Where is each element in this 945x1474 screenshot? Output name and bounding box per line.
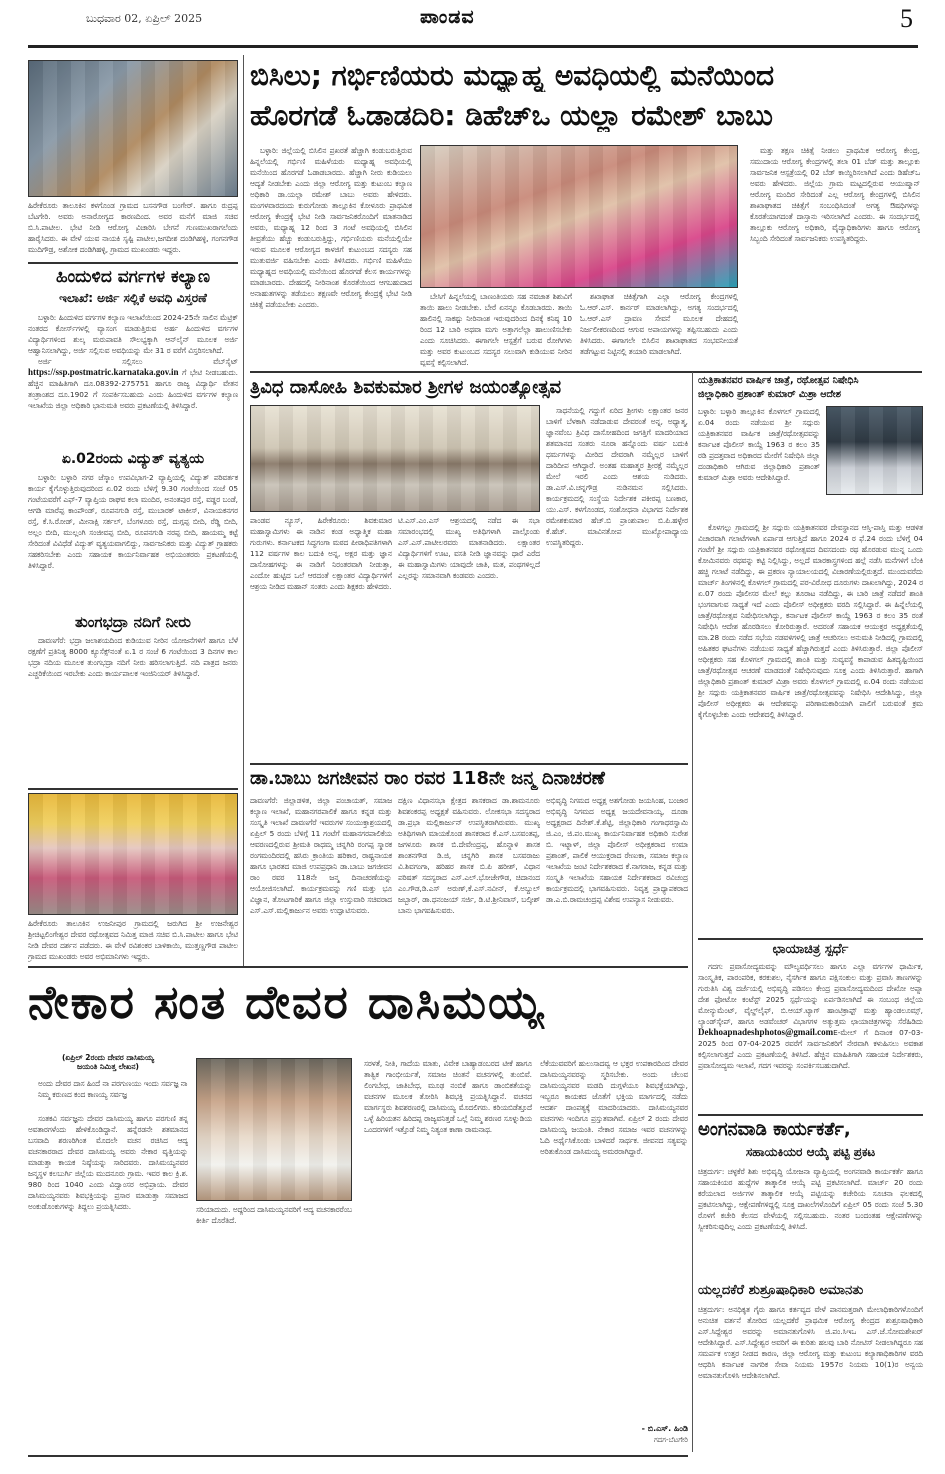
kicker-dasimayya	[28, 1054, 188, 1071]
headline-nurse-suspended: ಯಲ್ಲದಕೆರೆ ಶುಶ್ರೂಷಾಧಿಕಾರಿ ಅಮಾನತು	[698, 1284, 864, 1298]
article-paragraph: ಸರಿಯಾದುದು. ಅದ್ದರಿಂದ ದಾಸಿಮಯ್ಯನವರಿಗೆ ಆದ್ಯ ವಚನಕಾರರೆಂಬ ಕೀರ್ತಿ ದೊರೆತಿದೆ.	[196, 1205, 352, 1225]
article-jayanti-col2	[398, 515, 540, 760]
article-jatre-lead	[698, 406, 820, 520]
subheadline-backward-classes: ಇಲಾಖೆ: ಅರ್ಜಿ ಸಲ್ಲಿಕೆ ಅವಧಿ ವಿಸ್ತರಣೆ	[59, 291, 207, 305]
photo-jayanti-gathering	[250, 405, 540, 512]
headline-shivakumara-jayanti: ತ್ರಿವಿಧ ದಾಸೋಹಿ ಶಿವಕುಮಾರ ಶ್ರೀಗಳ ಜಯಂತ್ಯೋತ್ಸವ	[250, 378, 562, 398]
article-photo-contest	[698, 961, 923, 1111]
article-paragraph: ಬಳ್ಳಾರಿ: ಹಿಂದುಳಿದ ವರ್ಗಗಳ ಕಲ್ಯಾಣ ಇಲಾಖೆಯಿಂದ 2024-25ನೇ ಸಾಲಿನ ಮೆಟ್ರಿಕ್ ನಂತರದ ಕೋರ್ಸ್‌ಗಳಲ್ಲಿ ವ್ಯಾಸಂಗ ಮಾಡುತ್ತಿರುವ ಅರ್ಹ ಹಿಂದುಳಿದ ವರ್ಗಗಳ ವಿದ್ಯಾರ್ಥಿಗಳಿಂದ ಶುಲ್ಕ ಮರುಪಾವತಿ ಸೌಲಭ್ಯಕ್ಕಾಗಿ ಆನ್‌ಲೈನ್ ಮೂಲಕ ಅರ್ಜಿ ಆಹ್ವಾನಿಸಲಾಗಿದ್ದು, ಅರ್ಜಿ ಸಲ್ಲಿಸುವ ಅವಧಿಯನ್ನು ಮೇ 31 ರ ವರೆಗೆ ವಿಸ್ತರಿಸಲಾಗಿದೆ.	[28, 313, 238, 355]
article-heat-col2	[420, 291, 572, 367]
author-name: - ಬಿ.ಎಸ್. ಹಿಂಡಿ	[641, 1424, 688, 1433]
headline-heat-pregnant: ಬಿಸಿಲು; ಗರ್ಭಿಣಿಯರು ಮಧ್ಯಾಹ್ನ ಅವಧಿಯಲ್ಲಿ ಮನೆಯಿಂದ	[250, 60, 775, 92]
photo-dasimayya-portrait	[196, 1058, 352, 1201]
headline-photo-contest: ಛಾಯಾಚಿತ್ರ ಸ್ಪರ್ಧೆ	[772, 942, 849, 957]
headline-tungabhadra: ತುಂಗಭದ್ರಾ ನದಿಗೆ ನೀರು	[75, 613, 191, 631]
divider	[28, 1455, 688, 1457]
article-paragraph	[698, 961, 923, 1071]
article-paragraph: ಕೊಳಗಲ್ಲು ಗ್ರಾಮದಲ್ಲಿ ಶ್ರೀ ಸದ್ಗುರು ಯತ್ರಿಕಾತನವರ ದೇವಸ್ಥಾನದ ಆಸ್ತಿ-ಪಾಸ್ತಿ ಮತ್ತು ಆಡಳಿತ ವಿಚಾರವಾಗಿ ಗಲಾಟೆಗಳಾಗಿ ಏರ್ಪಾಡ ಆಗುತ್ತಿದೆ ಹಾಗೂ 2024 ರ ಫೆ.24 ರಂದು ಬೆಳಿಗ್ಗೆ 04 ಗಂಟೆಗೆ ಶ್ರೀ ಸದ್ಗುರು ಯತ್ರಿಕಾತನವರ ರಥೋತ್ಸವದ ದಿವಸದಂದು ರಥ ಹೊರಡುವ ಮುನ್ನ ಒಂದು ಕೋಮಿನವರು ರಥವನ್ನು ಕಟ್ಟಿ ನಿಲ್ಲಿಸಿದ್ದು, ಅಲ್ಲದೆ ಮಾರಕಾಸ್ತ್ರಗಳಿಂದ ಹಲ್ಲೆ ನಡೆಸಿ ಮನೆಗಳಿಗೆ ಬೆಂಕಿ ಹಚ್ಚಿ ಗಲಾಟೆ ನಡೆದಿದ್ದು, ಈ ಪ್ರಕರಣ ನ್ಯಾಯಾಲಯದಲ್ಲಿ ವಿಚಾರಣೆಯಲ್ಲಿರುತ್ತದೆ. ಮುಂದುವರೆದು ಮಾರ್ಚ್ ತಿಂಗಳಿನಲ್ಲಿ ಕೊಳಗಲ್ ಗ್ರಾಮದಲ್ಲಿ ಪರ-ವಿರೋಧ ದೂರುಗಳು ದಾಖಲಾಗಿದ್ದು, 2024 ರ ಏ.07 ರಂದು ಪೊಲೀಸರ ಮೇಲೆ ಕಲ್ಲು ತೂರಾಟ ನಡೆದಿದ್ದು, ಈ ಬಾರಿ ಜಾತ್ರೆ ನಡೆದರೆ ಶಾಂತಿ ಭಂಗವಾಗುವ ಸಾಧ್ಯತೆ ಇದೆ ಎಂದು ಪೊಲೀಸ್ ಅಧೀಕ್ಷಕರು ವರದಿ ಸಲ್ಲಿಸಿದ್ದಾರೆ. ಈ ಹಿನ್ನೆಲೆಯಲ್ಲಿ ಜಾತ್ರೆ/ರಥೋತ್ಸವ ನಿಷೇಧಿಸಲಾಗಿದ್ದು, ಕರ್ನಾಟಕ ಪೊಲೀಸ್ ಕಾಯ್ದೆ 1963 ರ ಕಲಂ 35 ರಂತೆ ನಿಷೇಧಿಸಿ ಆದೇಶ ಹೊರಡಿಸಲು ಕೋರಿರುತ್ತಾರೆ. ಅದರಂತೆ ಸಹಾಯಕ ಆಯುಕ್ತರ ಅಧ್ಯಕ್ಷತೆಯಲ್ಲಿ ಮಾ.28 ರಂದು ನಡೆದ ಸಭೆಯ ನಡವಳಿಗಳಲ್ಲಿ ಜಾತ್ರೆ ಆಚರಿಸಲು ಅನುಮತಿ ನೀಡಿದಲ್ಲಿ ಗ್ರಾಮದಲ್ಲಿ ಅಹಿತಕರ ಘಟನೆಗಳು ನಡೆಯುವ ಸಾಧ್ಯತೆ ಹೆಚ್ಚಾಗಿರುತ್ತದೆ ಎಂದು ತಿಳಿಸಿರುತ್ತಾರೆ. ಜಿಲ್ಲಾ ಪೊಲೀಸ್ ಅಧೀಕ್ಷಕರು ಸಹ ಕೊಳಗಲ್ ಗ್ರಾಮದಲ್ಲಿ ಶಾಂತಿ ಮತ್ತು ಸುವ್ಯವಸ್ಥೆ ಕಾಪಾಡುವ ಹಿತದೃಷ್ಟಿಯಿಂದ ಜಾತ್ರೆ/ರಥೋತ್ಸವ ಆಚರಣೆ ಮಾಡದಂತೆ ನಿಷೇಧಿಸುವುದು ಸೂಕ್ತ ಎಂದು ತಿಳಿಸಿರುತ್ತಾರೆ. ಹಾಗಾಗಿ ಜಿಲ್ಲಾಧಿಕಾರಿ ಪ್ರಶಾಂತ್ ಕುಮಾರ್ ಮಿಶ್ರಾ ಅವರು ಕೊಳಗಲ್ ಗ್ರಾಮದಲ್ಲಿ ಏ.04 ರಂದು ನಡೆಯುವ ಶ್ರೀ ಸದ್ಗುರು ಯತ್ರಿಕಾತನವರ ವಾರ್ಷಿಕ ಜಾತ್ರೆ/ರಥೋತ್ಸವವನ್ನು ನಿಷೇಧಿಸಿ ಆದೇಶಿಸಿದ್ದು, ಜಿಲ್ಲಾ ಪೊಲೀಸ್ ಅಧೀಕ್ಷಕರು ಈ ಆದೇಶವನ್ನು ಪರಿಣಾಮಕಾರಿಯಾಗಿ ಪಾಲಿಗೆ ಬರುವಂತೆ ಕ್ರಮ ಕೈಗೊಳ್ಳಬೇಕು ಎಂದು ಆದೇಶದಲ್ಲಿ ತಿಳಿಸಿದ್ದಾರೆ.	[698, 523, 923, 719]
text: ಅರ್ಜಿ ಸಲ್ಲಿಸಲು ವೆಬ್‌ಸೈಟ್	[38, 357, 238, 366]
author-place: ಗದಗ-ಬೆಟಗೇರಿ	[653, 1436, 688, 1444]
divider	[698, 938, 923, 940]
article-paragraph: ಸರಳತೆ, ನೀತಿ, ಗಾದೆಯ ಮಾತು, ವಿವೇಕ ಬಾಹ್ಯಾಡಂಬರದ ಟೀಕೆ ಹಾಗೂ ತಾತ್ವಿಕ ಗಾಂಭೀರ್ಯತೆ, ಸಮಾಜ ಚಿಂತನೆ ವಚನಗಳಲ್ಲಿ ತುಂಬಿವೆ. ಲಿಂಗಬೇಧ, ಜಾತಿಬೇಧ, ಮೂಢ ನಂಬಿಕೆ ಹಾಗೂ ಡಾಂಬಿಕತೆಯನ್ನು ವಚನಗಳ ಮೂಲಕ ತೋರಿಸಿ ಶಿವಭಕ್ತಿ ಪ್ರಯತ್ನಿಸಿದ್ದಾನೆ. ವಚನದ ಮಾರ್ಗಸ್ಥರು ಶಿವಶರಣರಲ್ಲಿ ದಾಸಿಮಯ್ಯ ಮೊದಲಿಗರು. ಕರಿಯಬಿಡೆತ್ತೂದೆ ಒಳ್ಳೆ ಹಿರಿಯತನ ಹಿರಿದಪ್ಪ ರಾಜ್ಯವನಿತ್ತಡೆ ಒಲ್ಲೆ ನಿಮ್ಮ ಶರಣರ ಸೂಳ್ನುಡಿಯ ಒಂದರಗಳಿಗೆ ಇತ್ತೊಡೆ ನಿಮ್ಮ ನಿತ್ಯಂತ ಕಾಣಾ ರಾಮನಾಥ.	[364, 1059, 532, 1134]
article-paragraph: ಟಿ.ಎಸ್.ಎಂ.ಎಸ್ ಆಶ್ರಯದಲ್ಲಿ ನಡೆದ ಈ ಸಭಾ ಸಮಾರಂಭದಲ್ಲಿ ಮುಖ್ಯ ಅತಿಥಿಗಳಾಗಿ ಪಾಲ್ಗೊಂಡು ಎಸ್.ಎಸ್.ಪಾಟೀಲರವರು ಮಾತನಾಡಿದರು. ಲಕ್ಷಾಂತರ ವಿದ್ಯಾರ್ಥಿಗಳಿಗೆ ಊಟ, ವಸತಿ ನೀಡಿ ಜ್ಞಾನವನ್ನು ಧಾರೆ ಎರೆದ ಈ ಮಹಾಸ್ವಾಮಿಗಳು ಯಾವುದೇ ಜಾತಿ, ಮತ, ಪಂಥಗಳಿಲ್ಲದೆ ಎಲ್ಲರನ್ನು ಸಮಾನವಾಗಿ ಕಂಡವರು ಎಂದರು.	[398, 516, 540, 580]
headline-anganwadi: ಅಂಗನವಾಡಿ ಕಾರ್ಯಕರ್ತೆ,	[698, 1120, 851, 1140]
article-dasimayya-col2	[364, 1058, 532, 1453]
photo-temple-festival	[28, 793, 238, 915]
newspaper-name: ಪಾಂಡವ	[420, 6, 475, 28]
article-paragraph: ಅಭಿವೃದ್ಧಿ ನಿಗಮದ ಅಧ್ಯಕ್ಷ ಅಶಗೋಡು ಜಯಸಿಂಹ, ಬಂಜಾರ ಅಭಿವೃದ್ಧಿ ನಿಗಮದ ಅಧ್ಯಕ್ಷ ಜಯದೇವನಾಯ್ಕ, ದೂಡಾ ಅಧ್ಯಕ್ಷರಾದ ದಿನೇಶ್.ಕೆ.ಶೆಟ್ಟಿ, ಜಿಲ್ಲಾಧಿಕಾರಿ ಗಂಗಾಧರಸ್ವಾಮಿ ಜಿ.ಎಂ, ಜಿ.ಪಂ.ಮುಖ್ಯ ಕಾರ್ಯನಿರ್ವಾಹಕ ಅಧಿಕಾರಿ ಸುರೇಶ ಬಿ. ಇಟ್ನಾಳ್, ಜಿಲ್ಲಾ ಪೊಲೀಸ್ ಅಧೀಕ್ಷಕರಾದ ಉಮಾ ಪ್ರಶಾಂತ್, ಪಾಲಿಕೆ ಆಯುಕ್ತರಾದ ರೇಣುಕಾ, ಸಮಾಜ ಕಲ್ಯಾಣ ಇಲಾಖೆಯ ಜಂಟಿ ನಿರ್ದೇಶಕರಾದ ಕೆ.ನಾಗರಾಜ, ಕನ್ನಡ ಮತ್ತು ಸಂಸ್ಕೃತಿ ಇಲಾಖೆಯ ಸಹಾಯಕ ನಿರ್ದೇಶಕರಾದ ರವಿಚಂದ್ರ ಕಾರ್ಯಕ್ರಮದಲ್ಲಿ ಭಾಗವಹಿಸುವರು. ನಿವೃತ್ತ ಪ್ರಾಧ್ಯಾಪಕರಾದ ಡಾ.ಎ.ಬಿ.ರಾಮಚಂದ್ರಪ್ಪ ವಿಶೇಷ ಉಪನ್ಯಾಸ ನೀಡುವರು.	[546, 796, 688, 904]
article-paragraph: ದಾವಣಗೆರೆ: ಜಿಲ್ಲಾಡಳಿತ, ಜಿಲ್ಲಾ ಪಂಚಾಯತ್, ಸಮಾಜ ಕಲ್ಯಾಣ ಇಲಾಖೆ, ಮಹಾನಗರಪಾಲಿಕೆ ಹಾಗೂ ಕನ್ನಡ ಮತ್ತು ಸಂಸ್ಕೃತಿ ಇಲಾಖೆ ದಾವಣಗೆರೆ ಇವರುಗಳ ಸಂಯುಕ್ತಾಶ್ರಯದಲ್ಲಿ ಏಪ್ರಿಲ್ 5 ರಂದು ಬೆಳಿಗ್ಗೆ 11 ಗಂಟೆಗೆ ಮಹಾನಗರಪಾಲಿಕೆಯ ಆವರಣದಲ್ಲಿರುವ ಶ್ರೀಮತಿ ರಾಧಮ್ಮ ಚನ್ನಗಿರಿ ರಂಗಪ್ಪ ಸ್ಮಾರಕ ರಂಗಮಂದಿರದಲ್ಲಿ ಹಸಿರು ಕ್ರಾಂತಿಯ ಹರಿಕಾರ, ರಾಷ್ಟ್ರನಾಯಕ ಹಾಗೂ ಭಾರತದ ಮಾಜಿ ಉಪಪ್ರಧಾನಿ ಡಾ.ಬಾಬು ಜಗಜೀವನ ರಾಂ ರವರ 118ನೇ ಜನ್ಮ ದಿನಾಚರಣೆಯನ್ನು ಆಯೋಜಿಸಲಾಗಿದೆ. ಕಾರ್ಯಕ್ರಮವನ್ನು ಗಣಿ ಮತ್ತು ಭೂ ವಿಜ್ಞಾನ, ತೋಟಗಾರಿಕೆ ಹಾಗೂ ಜಿಲ್ಲಾ ಉಸ್ತುವಾರಿ ಸಚಿವರಾದ ಎಸ್.ಎಸ್.ಮಲ್ಲಿಕಾರ್ಜುನ ಅವರು ಉದ್ಘಾಟಿಸುವರು.	[250, 796, 392, 915]
article-power-cut	[28, 472, 238, 610]
issue-date: ಬುಧವಾರ 02, ಏಪ್ರಿಲ್ 2025	[86, 12, 203, 25]
photo-hospital-visit	[28, 60, 238, 197]
headline-anganwadi-2: ಸಹಾಯಕಿಯರ ಆಯ್ಕೆ ಪಟ್ಟಿ ಪ್ರಕಟ	[745, 1145, 876, 1159]
article-paragraph: ಸಾಧನೆಯಲ್ಲಿ ಗದ್ದುಗೆ ಏರಿದ ಶ್ರೀಗಳು ಲಕ್ಷಾಂತರ ಜನರ ಬಾಳಿಗೆ ಬೆಳಕಾಗಿ ನಡೆದಾಡುವ ದೇವರಂತೆ ಅನ್ನ, ಅಧ್ಯಾತ್ಮ, ಜ್ಞಾನವೆಂಬ ತ್ರಿವಿಧ ದಾಸೋಹದಿಂದ ಜಗತ್ತಿಗೆ ಮಾದರಿಯಾದ ಶತಮಾನದ ಸಂತರು ನೂರಾ ಹನ್ನೊಂದು ವರ್ಷ ಬದುಕಿ ಧರ್ಮಗಳನ್ನು ಮೀರಿದ ದೇವರಾಗಿ ನಮ್ಮೆಲ್ಲರ ಬಾಳಿಗೆ ದಾರಿದೀಪ ಆಗಿದ್ದಾರೆ. ಅಂತಹ ಮಹಾತ್ಮರ ಶ್ರೀರಕ್ಷೆ ನಮ್ಮೆಲ್ಲರ ಮೇಲೆ ಇರಲಿ ಎಂದು ಆಶಯ ನುಡಿದರು. ಡಾ.ಎಸ್.ವಿ.ಚನ್ನಗೌಡ್ರ ನುಡಿನಮನ ಸಲ್ಲಿಸಿದರು. ಕಾರ್ಯಕ್ರಮದಲ್ಲಿ ಸಂಸ್ಥೆಯ ನಿರ್ದೇಶಕ ಪಕೀರಪ್ಪ ಬಣಕಾರ, ಯು.ಎಸ್. ಕಳಗೊಂಡದ, ಸಂಶೋಧನಾ ವಿಭಾಗದ ನಿರ್ದೇಶಕ ರಮೇಶಕುಮಾರ ಹೆಚ್.ಬಿ ಪ್ರಾಂಶುಪಾಲ ಬಿ.ಪಿ.ಹಳ್ಳೇರ ಕೆ.ಹೆಚ್. ಮಾವಿನತೋಪ ಮುಖ್ಯೋಪಾಧ್ಯಾಯ ಉಪಸ್ಥಿತರಿದ್ದರು.	[546, 406, 688, 547]
column-rule	[243, 55, 244, 967]
text: ಗದಗ: ಪ್ರವಾಸೋದ್ಯಮವನ್ನು ಮೌಲ್ಯವರ್ಧಿಸಲು ಹಾಗೂ ಎಲ್ಲಾ ವರ್ಗಗಳ ಧಾರ್ಮಿಕ, ಸಾಂಸ್ಕೃತಿಕ, ಪಾರಂಪರಿಕ, ಕರಕುಶಲ, ನೈಸರ್ಗಿಕ ಹಾಗೂ ಪಕ್ಷಿಸಂಕುಲ ಮತ್ತು ಪ್ರವಾಸಿ ತಾಣಗಳನ್ನು ಗುರುತಿಸಿ ವಿಶ್ವ ದರ್ಜೆಯಲ್ಲಿ ಅಭಿವೃದ್ಧಿ ಪಡಿಸಲು ಕೇಂದ್ರ ಪ್ರವಾಸೋದ್ಯಮದಿಂದ ದೇಖೋ ಅಪ್ನಾ ದೇಶ ಫೋಟೋ ಕಂಟೆಸ್ಟ್ 2025 ಸ್ಪರ್ಧೆಯನ್ನು ಏರ್ಪಡಿಸಲಾಗಿದೆ ಈ ಸಂಬಂಧ ಜಿಲ್ಲೆಯ ಮೋನ್ಯುಮೆಂಟ್, ವೈಲ್ಡ್‌ಲೈಫ್, ಬಿ.ಆಯ್.ಟ್ಯಾಗ್ ಹಾಂಟಿಕ್ರಾಫ್ಟ್ ಮತ್ತು ಹ್ಯಾಂಡಲೂಮ್ಸ್, ಲ್ಯಾಂಡ್‌ಸ್ಕೇಪ್, ಹಾಗೂ ಅಡವೆಂಚರ್ ವಿಭಾಗಗಳ ಅತ್ಯುತ್ತಮ ಛಾಯಾಚಿತ್ರಗಳನ್ನು ಸೆರೆಹಿಡಿದು	[698, 962, 923, 1026]
headline-jatre-ban-2: ಜಿಲ್ಲಾಧಿಕಾರಿ ಪ್ರಶಾಂತ್ ಕುಮಾರ್ ಮಿಶ್ರಾ ಆದೇಶ	[698, 390, 841, 400]
article-dasimayya-col2a	[196, 1204, 352, 1453]
article-paragraph: ದಕ್ಷಿಣ ವಿಧಾನಸಭಾ ಕ್ಷೇತ್ರದ ಶಾಸಕರಾದ ಡಾ.ಶಾಮನೂರು ಶಿವಶಂಕರಪ್ಪ ಅಧ್ಯಕ್ಷತೆ ವಹಿಸುವರು. ಲೋಕಸಭಾ ಸದಸ್ಯರಾದ ಡಾ.ಪ್ರಭಾ ಮಲ್ಲಿಕಾರ್ಜುನ್ ಉಪಸ್ಥಿತರಾಗಿರುವರು. ಮುಖ್ಯ ಅತಿಥಿಗಳಾಗಿ ಮಾಯಕೊಂಡ ಶಾಸಕರಾದ ಕೆ.ಎಸ್.ಬಸವಂತಪ್ಪ, ಜಗಳೂರು ಶಾಸಕ ಬಿ.ದೇವೇಂದ್ರಪ್ಪ, ಹೊನ್ನಾಳಿ ಶಾಸಕ ಶಾಂತನಗೌಡ ಡಿ.ಜಿ, ಚನ್ನಗಿರಿ ಶಾಸಕ ಬಸವರಾಜು ವಿ.ಶಿವಗಂಗಾ, ಹರಿಹರ ಶಾಸಕ ಬಿ.ಪಿ ಹರೀಶ್, ವಿಧಾನ ಪರಿಷತ್ ಸದಸ್ಯರಾದ ಎಸ್.ಎಲ್.ಭೋಜೇಗೌಡ, ಚಿದಾನಂದ ಎಂ.ಗೌಡ,ಡಿ.ಎಸ್ ಅರುಣ್,ಕೆ.ಎಸ್.ನವೀನ್, ಕೆ.ಅಬ್ದುಲ್ ಜಬ್ಬಾರ್, ಡಾ.ಧನಂಜಯ್ ಸರ್ಜಿ, ಡಿ.ಟಿ.ಶ್ರೀನಿವಾಸ್, ಬಲ್ಕೀಶ್ ಬಾನು ಭಾಗವಹಿಸುವರು.	[398, 796, 540, 915]
text: E-ಮೇಲ್ ಗೆ ದಿನಾಂಕ 07-03-2025 ರಿಂದ 07-04-2025 ರವರೆಗೆ ಸಾರ್ವಜನಿಕರಿಗೆ ನೇರವಾಗಿ ಕಳುಹಿಸಲು ಅವಕಾಶ ಕಲ್ಪಿಸಲಾಗುತ್ತದೆ ಎಂದು ಪ್ರಕಟಣೆಯಲ್ಲಿ ತಿಳಿಸಿದೆ. ಹೆಚ್ಚಿನ ಮಾಹಿತಿಗಾಗಿ ಸಹಾಯಕ ನಿರ್ದೇಶಕರು, ಪ್ರವಾಸೋದ್ಯಮ ಇಲಾಖೆ, ಗದಗ ಇವರನ್ನು ಸಂಪರ್ಕಿಸಬಹುದಾಗಿದೆ.	[698, 1028, 923, 1070]
article-jagjivan-col3	[546, 795, 688, 965]
kicker-line: (ಏಪ್ರಿಲ್ 2ರಂದು ದೇವರ ದಾಸಿಮಯ್ಯ	[61, 1053, 155, 1062]
headline-jatre-ban: ಯತ್ರಿಕಾತನವರ ವಾರ್ಷಿಕ ಜಾತ್ರೆ, ರಥೋತ್ಸವ ನಿಷೇಧಿಸಿ	[698, 376, 859, 386]
divider	[28, 262, 238, 264]
ssp-url: https://ssp.postmatric.karnataka.gov.in	[28, 367, 179, 377]
photo-caption-visit: ಹಿರೇಕೆರೂರು ತಾಲೂಕಿನ ಕಳಗೊಂಡ ಗ್ರಾಮದ ಬಸನಗೌಡ ಬಂಗೇರ್. ಹಾಗೂ ರುದ್ರಪ್ಪ ಬೆಟಗೇರಿ. ಅವರು ಅನಾರೋಗ್ಯದ ಕಾರಣದಿಂದ. ಅವರ ಮನೆಗೆ ಮಾಜಿ ಸಚಿವ ಬಿ.ಸಿ.ಪಾಟೀಲ. ಭೇಟಿ ನೀಡಿ ಆರೋಗ್ಯ ವಿಚಾರಿಸಿ ಬೇಗನೆ ಗುಣಮುಖರಾಗಲೆಂದು ಹಾರೈಸಿದರು. ಈ ವೇಳೆ ಯುವ ನಾಯಕಿ ಸೃಷ್ಟಿ ಪಾಟೀಲ,ಜಗದೀಶ ದಂಡಿಗಿಹಳ್ಳಿ, ಗಂಗನಗೌಡ ಮುದಿಗೌಡ್ರ, ಅಶೋಕ ದಂಡಿಗಿಹಳ್ಳಿ, ಗ್ರಾಮದ ಮುಖಂಡರು ಇದ್ದರು.	[28, 201, 238, 254]
article-paragraph: ಪಾಂಡವ ನ್ಯೂಸ್, ಹಿರೇಕೆರೂರು: ಶಿವಕುಮಾರ ಮಹಾಸ್ವಾಮಿಗಳು ಈ ನಾಡಿನ ಕಂಡ ಅಧ್ಯಾತ್ಮಿಕ ಮಹಾ ಗುರುಗಳು. ಕರ್ನಾಟಕದ ಸಿದ್ಧಗಂಗಾ ಮಠದ ಪೀಠಾಧಿಪತಿಗಳಾಗಿ 112 ವರ್ಷಗಳ ಕಾಲ ಬದುಕಿ ಅನ್ನ, ಅಕ್ಷರ ಮತ್ತು ಜ್ಞಾನ ದಾಸೋಹಗಳನ್ನು ಈ ನಾಡಿಗೆ ನಿರಂತರವಾಗಿ ನೀಡುತ್ತಾ, ಎಂದೋ ಹುಟ್ಟಿದ ಒಲೆ ಆರದಂತೆ ಲಕ್ಷಾಂತರ ವಿದ್ಯಾರ್ಥಿಗಳಿಗೆ ಆಶ್ರಯ ನೀಡಿದ ಮಹಾನ್ ಸಂತರು ಎಂದು ಶಿಕ್ಷಕರು ಹೇಳಿದರು.	[250, 516, 392, 591]
verse-sarvajna: ಅಂದು ದೇವರ ದಾಸ ಹಿಂದೆ ನಾ ಪರಗುಣಯು ಇಂದು ಸರ್ವಜ್ಞ ನಾ ನಿಮ್ಮ ಕರುಣದ ಕಂದ ಕಾಣಯ್ಯ ಸರ್ವಜ್ಞ	[38, 1079, 188, 1099]
kicker-line: ಜಯಂತಿ ನಿಮಿತ್ತ ಲೇಖನ)	[77, 1061, 139, 1071]
article-paragraph: ಚಿತ್ರದುರ್ಗ: ಅನಧಿಕೃತ ಗೈರು ಹಾಗೂ ಕರ್ತವ್ಯದ ವೇಳೆ ಪಾನಮತ್ತರಾಗಿ ಮೇಲಾಧಿಕಾರಿಗಳೊಂದಿಗೆ ಅನುಚಿತ ವರ್ತನೆ ತೋರಿದ ಯಲ್ಲದಕೆರೆ ಪ್ರಾಥಮಿಕ ಆರೋಗ್ಯ ಕೇಂದ್ರದ ಶುಶ್ರೂಷಾಧಿಕಾರಿ ಎಸ್.ಸಿದ್ದೇಶ್ವರ ಅವರನ್ನು ಅಮಾನತುಗೊಳಿಸಿ ಜಿ.ಪಂ.ಸಿಇಒ ಎಸ್.ಜೆ.ಸೋಮಶೇಖರ್ ಆದೇಶಿಸಿದ್ದಾರೆ. ಎಸ್.ಸಿದ್ದೇಶ್ವರ ಅವರಿಗೆ ಈ ಕುರಿತು ಹಲವು ಬಾರಿ ನೋಟಿಸ್ ನೀಡಲಾಗಿದ್ದರೂ ಸಹ ಸಮರ್ಪಕ ಉತ್ತರ ನೀಡದ ಕಾರಣ, ಜಿಲ್ಲಾ ಆರೋಗ್ಯ ಮತ್ತು ಕುಟುಂಬ ಕಲ್ಯಾಣಾಧಿಕಾರಿಗಳ ವರದಿ ಆಧರಿಸಿ ಕರ್ನಾಟಕ ನಾಗರಿಕ ಸೇವಾ ನಿಯಮ 1957ರ ನಿಯಮ 10(1)ರ ಅನ್ವಯ ಅಮಾನತುಗೊಳಿಸಿ ಆದೇಶಿಸಲಾಗಿದೆ.	[698, 1305, 923, 1380]
article-heat-col3	[580, 291, 738, 367]
divider	[250, 371, 922, 373]
article-paragraph: ದಾವಣಗೆರೆ: ಭದ್ರಾ ಜಲಾಶಯದಿಂದ ಕುಡಿಯುವ ನೀರಿನ ಯೋಜನೆಗಳಿಗೆ ಹಾಗೂ ಬೆಳೆ ರಕ್ಷಣೆಗೆ ಪ್ರತಿನಿತ್ಯ 8000 ಕ್ಯೂಸೆಕ್ಸ್‌ನಂತೆ ಏ.1 ರ ಸಂಜೆ 6 ಗಂಟೆಯಿಂದ 3 ದಿನಗಳ ಕಾಲ ಭದ್ರಾ ನದಿಯ ಮೂಲಕ ತುಂಗಭದ್ರಾ ನದಿಗೆ ನೀರು ಹರಿಸಲಾಗುತ್ತಿದೆ. ನದಿ ಪಾತ್ರದ ಜನರು ಎಚ್ಚರಿಕೆಯಿಂದ ಇರಬೇಕು ಎಂದು ಕಾರ್ಯಪಾಲಕ ಇಂಜಿನಿಯರ್ ತಿಳಿಸಿದ್ದಾರೆ.	[28, 636, 238, 678]
article-jayanti-col1	[250, 515, 392, 760]
article-paragraph: ಬಳ್ಳಾರಿ: ಜಿಲ್ಲೆಯಲ್ಲಿ ಬಿಸಿಲಿನ ಪ್ರಖರತೆ ಹೆಚ್ಚಾಗಿ ಕಂಡುಬರುತ್ತಿರುವ ಹಿನ್ನಲೆಯಲ್ಲಿ ಗರ್ಭಿಣಿ ಮಹಿಳೆಯರು ಮಧ್ಯಾಹ್ನ ಅವಧಿಯಲ್ಲಿ ಮನೆಯಿಂದ ಹೊರಗಡೆ ಓಡಾಡಬಾರದು. ಹೆಚ್ಚಾಗಿ ನೀರು ಕುಡಿಯಲು ಆದ್ಯತೆ ನೀಡಬೇಕು ಎಂದು ಜಿಲ್ಲಾ ಆರೋಗ್ಯ ಮತ್ತು ಕುಟುಂಬ ಕಲ್ಯಾಣ ಅಧಿಕಾರಿ ಡಾ.ಯಲ್ಲಾ ರಮೇಶ್ ಬಾಬು ಅವರು ಹೇಳಿದರು. ಮಂಗಳವಾರದಂದು ಕುರುಗೋಡು ತಾಲ್ಲೂಕಿನ ಕೋಳೂರು ಪ್ರಾಥಮಿಕ ಆರೋಗ್ಯ ಕೇಂದ್ರಕ್ಕೆ ಭೇಟಿ ನೀಡಿ ಸಾರ್ವಜನಿಕರೊಂದಿಗೆ ಮಾತನಾಡಿದ ಅವರು, ಮಧ್ಯಾಹ್ನ 12 ರಿಂದ 3 ಗಂಟೆ ಅವಧಿಯಲ್ಲಿ ಬಿಸಿಲಿನ ತೀವ್ರತೆಯು ಹೆಚ್ಚು ಕಂಡುಬರುತ್ತಿದ್ದು, ಗರ್ಭಿಣಿಯರು ಮನೆಯಲ್ಲಿಯೇ ಇರುವ ಮೂಲಕ ಆರೋಗ್ಯದ ಕಾಳಜಿಗೆ ಕುಟುಂಬದ ಸದಸ್ಯರು ಸಹ ಮುತುವರ್ಜಿ ವಹಿಸಬೇಕು ಎಂದು ತಿಳಿಸಿದರು. ಗರ್ಭಿಣಿ ಮಹಿಳೆಯು ಮಧ್ಯಾಹ್ನದ ಅವಧಿಯಲ್ಲಿ ಮನೆಯಿಂದ ಹೊರಗಡೆ ಕೆಲಸ ಕಾರ್ಯಗಳನ್ನು ಮಾಡಬಾರದು. ದೇಹದಲ್ಲಿ ನೀರಿನಾಂಶ ಕೊರತೆಯಿಂದ ಆಗಬಹುದಾದ ಅನಾಹುತಗಳನ್ನು ತಡೆಯಲು ತಕ್ಷಣವೇ ಆರೋಗ್ಯ ಕೇಂದ್ರಕ್ಕೆ ಭೇಟಿ ನೀಡಿ ಚಿಕಿತ್ಸೆ ಪಡೆಯಬೇಕು ಎಂದರು.	[250, 146, 412, 309]
headline-jagjivan-ram: ಡಾ.ಬಾಬು ಜಗಜೀವನ ರಾಂ ರವರ 118ನೇ ಜನ್ಮ ದಿನಾಚರಣೆ	[250, 769, 605, 789]
article-paragraph: ಸಂತಕವಿ ಸರ್ವಜ್ಞನು ದೇವರ ದಾಸಿಮಯ್ಯ ಹಾಗೂ ಪರಗುಣಿ ತನ್ನ ಅವತಾರಗಳೆಂದು ಹೇಳಿಕೊಂಡಿದ್ದಾನೆ. ಹನ್ನೆರಡನೇ ಶತಮಾನದ ಬಸವಾದಿ ಶರಣರಿಗಿಂತ ಮೊದಲೇ ವಚನ ರಚಿಸಿದ ಆದ್ಯ ವಚನಕಾರರಾದ ದೇವರ ದಾಸಿಮಯ್ಯ ಅವರು ನೇಕಾರ ವೃತ್ತಿಯನ್ನು ಮಾಡುತ್ತಾ ಕಾಯಕ ನಿಷ್ಠೆಯನ್ನು ಸಾರಿದವರು. ದಾಸಿಮಯ್ಯನವರ ಜನ್ಮಸ್ಥಳ ಕಲಬುರ್ಗಿ ಜಿಲ್ಲೆಯ ಮುದನೂರು ಗ್ರಾಮ. ಇವರ ಕಾಲ ಕ್ರಿ.ಶ. 980 ರಿಂದ 1040 ಎಂದು ವಿದ್ವಾಂಸರ ಅಭಿಪ್ರಾಯ. ದೇವರ ದಾಸಿಮಯ್ಯನವರು ಶಿವಭಕ್ತಿಯನ್ನು ಪ್ರಸಾರ ಮಾಡುತ್ತಾ ಸಮಾಜದ ಅಂಕುಡೊಂಕುಗಳನ್ನು ತಿದ್ದಲು ಪ್ರಯತ್ನಿಸಿದರು.	[28, 1114, 188, 1211]
article-dasimayya-col1	[28, 1113, 188, 1453]
article-nurse-suspended	[698, 1304, 923, 1446]
headline-dasimayya: ನೇಕಾರ ಸಂತ ದೇವರ ದಾಸಿಮಯ್ಯ	[28, 976, 546, 1029]
divider	[698, 1114, 923, 1116]
divider	[28, 966, 688, 968]
article-paragraph: ಬಳ್ಳಾರಿ: ಬಳ್ಳಾರಿ ತಾಲ್ಲೂಕಿನ ಕೊಳಗಲ್ ಗ್ರಾಮದಲ್ಲಿ ಏ.04 ರಂದು ನಡೆಯುವ ಶ್ರೀ ಸದ್ಗುರು ಯತ್ರಿಕಾತನವರ ವಾರ್ಷಿಕ ಜಾತ್ರೆ/ರಥೋತ್ಸವವನ್ನು ಕರ್ನಾಟಕ ಪೊಲೀಸ್ ಕಾಯ್ದೆ 1963 ರ ಕಲಂ 35 ರಡಿ ಪ್ರದತ್ತವಾದ ಅಧಿಕಾರದ ಮೇರೆಗೆ ನಿಷೇಧಿಸಿ ಜಿಲ್ಲಾ ದಂಡಾಧಿಕಾರಿ ಆಗಿರುವ ಜಿಲ್ಲಾಧಿಕಾರಿ ಪ್ರಶಾಂತ್ ಕುಮಾರ್ ಮಿಶ್ರಾ ಅವರು ಆದೇಶಿಸಿದ್ದಾರೆ.	[698, 407, 820, 482]
photo-ors-corner	[420, 145, 738, 288]
page-number: 5	[900, 4, 913, 33]
divider	[250, 763, 688, 765]
divider	[28, 788, 238, 790]
headline-power-cut: ಏ.02ರಂದು ವಿದ್ಯುತ್ ವ್ಯತ್ಯಯ	[61, 451, 205, 467]
contest-email: Dekhoapnadeshphotos@gmail.com	[698, 1027, 834, 1037]
article-anganwadi	[698, 1166, 923, 1281]
photo-district-collector	[826, 406, 923, 495]
article-jagjivan-col2	[398, 795, 540, 965]
article-paragraph: ಶಖಾಘಾತ ಚಿಕಿತ್ಸೆಗಾಗಿ ಎಲ್ಲಾ ಆರೋಗ್ಯ ಕೇಂದ್ರಗಳಲ್ಲಿ ಓ.ಆರ್.ಎಸ್. ಕಾರ್ನರ್ ಮಾಡಲಾಗಿದ್ದು, ಅಗತ್ಯ ಸಂದರ್ಭದಲ್ಲಿ ಓ.ಆರ್.ಎಸ್ ದ್ರಾವಣ ಸೇವನೆ ಮೂಲಕ ದೇಹದಲ್ಲಿ ನಿರ್ಜಲೀಕರಣದಿಂದ ಆಗುವ ಅಪಾಯಗಳನ್ನು ತಪ್ಪಿಸಬಹುದು ಎಂದು ತಿಳಿಸಿದರು. ಈಗಾಗಲೇ ಬಿಸಿಲಿನ ಶಾಖಾಘಾತದ ಸಂಭವನೀಯತೆ ತಡೆಗಟ್ಟುವ ನಿಟ್ಟಿನಲ್ಲಿ ತಯಾರಿ ಮಾಡಲಾಗಿದೆ.	[580, 292, 738, 356]
article-jayanti-col3	[546, 405, 688, 760]
article-heat-col4	[750, 145, 920, 367]
article-tungabhadra	[28, 635, 238, 785]
article-paragraph: ಬೇಸಿಗೆ ಹಿನ್ನಲೆಯಲ್ಲಿ ಬಾಣಂತಿಯರು ಸಹ ನವಜಾತ ಶಿಶುವಿಗೆ ತಾಯಿ ಹಾಲು ನೀಡಬೇಕು. ಬೇರೆ ಏನನ್ನೂ ಕೊಡಬಾರದು. ತಾಯಿ ಹಾಲಿನಲ್ಲಿ ಸಾಕಷ್ಟು ನೀರಿನಾಂಶ ಇರುವುದರಿಂದ ದಿನಕ್ಕೆ ಕನಿಷ್ಠ 10 ರಿಂದ 12 ಬಾರಿ ಅಥವಾ ಮಗು ಅತ್ತಾಗಲೆಲ್ಲಾ ಹಾಲುಣಿಸಬೇಕು ಎಂದು ಸೂಚಿಸಿದರು. ಈಗಾಗಲೇ ಆಸ್ಪತ್ರೆಗೆ ಬರುವ ರೋಗಿಗಳು ಮತ್ತು ಅವರ ಕುಟುಂಬದ ಸದಸ್ಯರ ಸಲುವಾಗಿ ಕುಡಿಯುವ ನೀರಿನ ವ್ಯವಸ್ಥೆ ಕಲ್ಪಿಸಲಾಗಿದೆ.	[420, 292, 572, 367]
article-paragraph: ಲೆಕೆಯುವವರಿಗೆ ಹುಲುಸಾದವ್ವ ಆ ಭಕ್ತರ ಉಪಕಾರದಿಂದ ದೇವರ ದಾಸಿಮಯ್ಯನವರನ್ನು ಸ್ಮರಿಸಬೇಕು. ಅಂದು ಚೆಲುವ ದಾಸಿಮಯ್ಯನವರ ಮಡದಿ ದುಗ್ಗಳೆಯೂ ಶಿವಭಕ್ತೆಯಾಗಿದ್ದು, ಇಬ್ಬರೂ ಕಾಯಕದ ಜೊತೆಗೆ ಭಕ್ತಿಯ ಮಾರ್ಗದಲ್ಲಿ ನಡೆದು ಆದರ್ಶ ದಾಂಪತ್ಯಕ್ಕೆ ಮಾದರಿಯಾದರು. ದಾಸಿಮಯ್ಯನವರ ವಚನಗಳು ಇಂದಿಗೂ ಪ್ರಸ್ತುತವಾಗಿವೆ. ಏಪ್ರಿಲ್ 2 ರಂದು ದೇವರ ದಾಸಿಮಯ್ಯ ಜಯಂತಿ. ನೇಕಾರ ಸಮಾಜ ಇವರ ವಚನಗಳನ್ನು ಓದಿ ಅರ್ಥೈಸಿಕೊಂಡು ಬಾಳಿದರೆ ಸಾರ್ಥಕ. ಜೀವನದ ಸತ್ಯವನ್ನು ಅರಿತುಕೊಂಡ ದಾಸಿಮಯ್ಯ ಅಮರರಾಗಿದ್ದಾರೆ.	[540, 1059, 688, 1156]
article-backward-classes	[28, 312, 238, 446]
photo-caption-temple: ಹಿರೇಕೆರೂರು ತಾಲೂಕಿನ ಉಜನೀಪುರ ಗ್ರಾಮದಲ್ಲಿ ಜರುಗಿದ ಶ್ರೀ ಉಜನೇಶ್ವರ ಶ್ರೀಚಿಟ್ಟಲಿಂಗೇಶ್ವರ ದೇವರ ರಥೋತ್ಸವದ ನಿಮಿತ್ತ ಮಾಜಿ ಸಚಿವ ಬಿ.ಸಿ.ಪಾಟೀಲ ಹಾಗೂ ಭೇಟಿ ನೀಡಿ ದೇವರ ದರ್ಶನ ಪಡೆದರು. ಈ ವೇಳೆ ರವಿಶಂಕರ ಬಾಳಿಕಾಯಿ, ಮುತ್ತಣ್ಣಗೌಡ ಪಾಟೀಲ ಗ್ರಾಮದ ಮುಖಂಡರು ಅವರ ಅಭಿಮಾನಿಗಳು ಇದ್ದರು.	[28, 919, 238, 961]
article-paragraph	[28, 356, 238, 411]
article-paragraph: ಬಳ್ಳಾರಿ: ಬಳ್ಳಾರಿ ನಗರ ಜೆಸ್ಕಾಂ ಉಪವಿಭಾಗ-2 ವ್ಯಾಪ್ತಿಯಲ್ಲಿ ವಿದ್ಯುತ್ ಪರಿವರ್ತಕ ಕಾರ್ಯ ಕೈಗೊಳ್ಳುತ್ತಿರುವುದರಿಂದ ಏ.02 ರಂದು ಬೆಳಿಗ್ಗೆ 9.30 ಗಂಟೆಯಿಂದ ಸಂಜೆ 05 ಗಂಟೆಯವರೆಗೆ ಎಫ್-7 ವ್ಯಾಪ್ತಿಯ ರಾಘವ ಕಲಾ ಮಂದಿರ, ಅನಂತಪುರ ರಸ್ತೆ, ವಡ್ಡರ ಬಂಡೆ, ಆಗಡಿ ಮಾರೆಪ್ಪ ಕಾಂಪೌಂಡ್, ರೂಪನಗುಡಿ ರಸ್ತೆ, ಮುಬಾರಕ್ ಟಾಕೀಸ್, ವಿನಾಯಕನಗರ ರಸ್ತೆ, ಕೆ.ಸಿ.ರೋಡ್, ಮೀನಾಕ್ಷಿ ಸರ್ಕಲ್, ಬೆಂಗಳೂರು ರಸ್ತೆ, ದುಗ್ಗಪ್ಪ ಬೀದಿ, ರೆಡ್ಡಿ ಬೀದಿ, ಅಲ್ಲಂ ಬೀದಿ, ಮುಲ್ಲಂಗಿ ಸಂಜೀವಪ್ಪ ಬೀದಿ, ರೂಪನಗುಡಿ ನರಪ್ಪ ಬೀದಿ, ಹಾಯಮ್ಮ ಕಟ್ಟೆ ಸೇರಿದಂತೆ ವಿವಿಧೆಡೆ ವಿದ್ಯುತ್ ವ್ಯತ್ಯಯವಾಗಲಿದ್ದು, ಸಾರ್ವಜನಿಕರು ಮತ್ತು ವಿದ್ಯುತ್ ಗ್ರಾಹಕರು ಸಹಕರಿಸಬೇಕು ಎಂದು ಸಹಾಯಕ ಕಾರ್ಯನಿರ್ವಾಹಕ ಅಭಿಯಂತರರು ಪ್ರಕಟಣೆಯಲ್ಲಿ ತಿಳಿಸಿದ್ದಾರೆ.	[28, 473, 238, 570]
article-dasimayya-col3	[540, 1058, 688, 1423]
column-rule	[692, 372, 693, 967]
article-paragraph: ಮತ್ತು ತಕ್ಷಣ ಚಿಕಿತ್ಸೆ ನೀಡಲು ಪ್ರಾಥಮಿಕ ಆರೋಗ್ಯ ಕೇಂದ್ರ, ಸಮುದಾಯ ಆರೋಗ್ಯ ಕೇಂದ್ರಗಳಲ್ಲಿ ತಲಾ 01 ಬೆಡ್ ಮತ್ತು ತಾಲ್ಲೂಕು ಸಾರ್ವಜನಿಕ ಆಸ್ಪತ್ರೆಯಲ್ಲಿ 02 ಬೆಡ್ ಕಾಯ್ದಿರಿಸಲಾಗಿದೆ ಎಂದು ಡಿಹೆಚ್‌ಒ ಅವರು ಹೇಳಿದರು. ಜಿಲ್ಲೆಯ ಗ್ರಾಮ ಮಟ್ಟದಲ್ಲಿರುವ ಆಯುಷ್ಮಾನ್ ಆರೋಗ್ಯ ಮಂದಿರ ಸೇರಿದಂತೆ ಎಲ್ಲ ಆರೋಗ್ಯ ಕೇಂದ್ರಗಳಲ್ಲಿ ಬಿಸಿಲಿನ ಶಾಖಾಘಾತದ ಚಿಕಿತ್ಸೆಗೆ ಸಂಬಂಧಿಸಿದಂತೆ ಅಗತ್ಯ ಔಷಧಿಗಳನ್ನು ಕೊರತೆಯಾಗದಂತೆ ದಾಸ್ತಾನು ಇರಿಸಲಾಗಿದೆ ಎಂದರು. ಈ ಸಂದರ್ಭದಲ್ಲಿ ತಾಲ್ಲೂಕು ಆರೋಗ್ಯ ಅಧಿಕಾರಿ, ವೈದ್ಯಾಧಿಕಾರಿಗಳು ಹಾಗೂ ಆರೋಗ್ಯ ಸಿಬ್ಬಂದಿ ಸೇರಿದಂತೆ ಸಾರ್ವಜನಿಕರು ಉಪಸ್ಥಿತರಿದ್ದರು.	[750, 146, 920, 243]
column-rule	[692, 967, 693, 1452]
headline-heat-pregnant-2: ಹೊರಗಡೆ ಓಡಾಡದಿರಿ: ಡಿಹೆಚ್‌ಒ ಯಲ್ಲಾ ರಮೇಶ್ ಬಾಬು	[250, 100, 773, 132]
headline-backward-classes: ಹಿಂದುಳಿದ ವರ್ಗಗಳ ಕಲ್ಯಾಣ	[55, 267, 211, 287]
article-paragraph: ಚಿತ್ರದುರ್ಗ: ಚಳ್ಳಕೆರೆ ಶಿಶು ಅಭಿವೃದ್ಧಿ ಯೋಜನಾ ವ್ಯಾಪ್ತಿಯಲ್ಲಿ ಅಂಗನವಾಡಿ ಕಾರ್ಯಕರ್ತೆ ಹಾಗೂ ಸಹಾಯಕಿಯರ ಹುದ್ದೆಗಳ ತಾತ್ಕಾಲಿಕ ಆಯ್ಕೆ ಪಟ್ಟಿ ಪ್ರಕಟಿಸಲಾಗಿದೆ. ಮಾರ್ಚ್ 20 ರಂದು ಕರೆಯಲಾದ ಅರ್ಜಿಗಳ ತಾತ್ಕಾಲಿಕ ಆಯ್ಕೆ ಪಟ್ಟಿಯನ್ನು ಕಚೇರಿಯ ಸೂಚನಾ ಫಲಕದಲ್ಲಿ ಪ್ರಕಟಿಸಲಾಗಿದ್ದು, ಆಕ್ಷೇಪಣೆಗಳಿದ್ದಲ್ಲಿ ಸೂಕ್ತ ದಾಖಲೆಗಳೊಂದಿಗೆ ಏಪ್ರಿಲ್ 05 ರಂದು ಸಂಜೆ 5.30 ರೊಳಗೆ ಕಚೇರಿ ಕೆಲಸದ ವೇಳೆಯಲ್ಲಿ ಸಲ್ಲಿಸಬಹುದು. ನಂತರ ಬಂದಂತಹ ಆಕ್ಷೇಪಣೆಗಳನ್ನು ಸ್ವೀಕರಿಸುವುದಿಲ್ಲ ಎಂದು ಪ್ರಕಟಣೆಯಲ್ಲಿ ತಿಳಿಸಿದೆ.	[698, 1167, 923, 1231]
text: ಗೆ ಭೇಟಿ ನೀಡಬಹುದು. ಹೆಚ್ಚಿನ ಮಾಹಿತಿಗಾಗಿ ದೂ.08392-275751 ಹಾಗೂ ರಾಜ್ಯ ವಿದ್ಯಾರ್ಥಿ ವೇತನ ತಂತ್ರಾಂಶದ ದೂ.1902 ಗೆ ಸಂಪರ್ಕಿಸಬಹುದು ಎಂದು ಹಿಂದುಳಿದ ವರ್ಗಗಳ ಕಲ್ಯಾಣ ಇಲಾಖೆಯ ಜಿಲ್ಲಾ ಅಧಿಕಾರಿ ಭಾನುಮತಿ ಅವರು ಪ್ರಕಟಣೆಯಲ್ಲಿ ತಿಳಿಸಿದ್ದಾರೆ.	[28, 368, 238, 410]
article-heat-col1	[250, 145, 412, 367]
masthead-rule	[28, 45, 918, 48]
article-jatre-body	[698, 522, 923, 935]
article-jagjivan-col1	[250, 795, 392, 965]
